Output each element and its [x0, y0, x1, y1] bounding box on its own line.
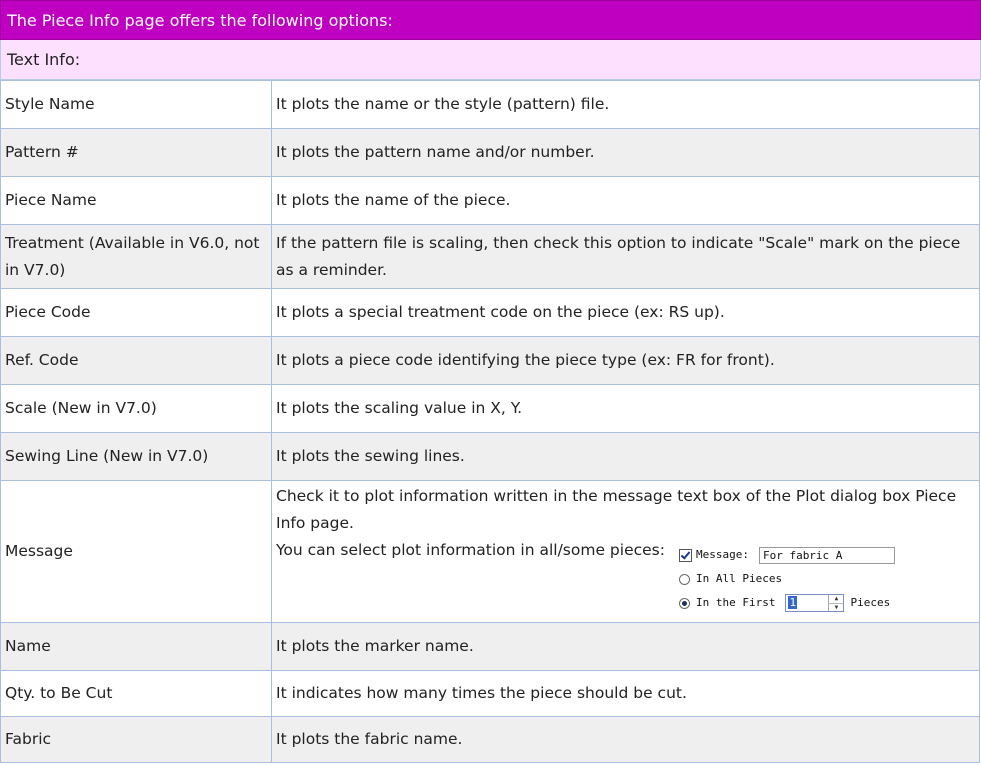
option-name: Pattern #	[1, 129, 272, 177]
all-pieces-label: In All Pieces	[695, 572, 783, 585]
option-name: Style Name	[1, 81, 272, 129]
table-row	[1, 433, 980, 481]
option-desc: It plots the marker name.	[272, 623, 980, 671]
spinner-up-icon[interactable]: ▲	[834, 595, 839, 602]
table-row	[1, 717, 980, 763]
pieces-label: Pieces	[850, 596, 891, 609]
options-table	[0, 80, 980, 763]
all-pieces-row	[679, 567, 895, 591]
option-desc: It plots the sewing lines.	[272, 433, 980, 481]
section-title: Text Info:	[7, 50, 81, 69]
option-desc: It plots the name or the style (pattern) file.	[272, 81, 980, 129]
table-row	[1, 129, 980, 177]
message-select-text: You can select plot information in all/some pieces:	[276, 541, 665, 559]
option-desc: It plots the scaling value in X, Y.	[272, 385, 980, 433]
spinner-down-icon[interactable]: ▼	[829, 603, 843, 612]
message-label: Message:	[695, 548, 749, 561]
table-row	[1, 623, 980, 671]
all-pieces-radio[interactable]	[679, 574, 690, 585]
table-row	[1, 671, 980, 717]
plot-dialog-snippet	[679, 543, 895, 615]
option-name: Treatment (Available in V6.0, not in V7.0)	[1, 225, 272, 289]
option-desc: It plots a special treatment code on the piece (ex: RS up).	[272, 289, 980, 337]
option-name: Name	[1, 623, 272, 671]
message-checkbox[interactable]	[679, 549, 692, 562]
option-desc: It plots the name of the piece.	[272, 177, 980, 225]
section-header	[0, 40, 981, 80]
option-name: Fabric	[1, 717, 272, 763]
message-textbox[interactable]: For fabric A	[759, 547, 895, 564]
option-desc: If the pattern file is scaling, then check this option to indicate "Scale" mark on the piece as a reminder.	[272, 225, 980, 289]
table-row	[1, 337, 980, 385]
option-name: Piece Code	[1, 289, 272, 337]
option-name: Piece Name	[1, 177, 272, 225]
message-select-row	[276, 537, 975, 615]
option-desc	[272, 481, 980, 623]
header-title: The Piece Info page offers the following options:	[7, 11, 393, 30]
option-desc: It plots the fabric name.	[272, 717, 980, 763]
table-row	[1, 385, 980, 433]
table-row	[1, 81, 980, 129]
option-name: Qty. to Be Cut	[1, 671, 272, 717]
pieces-spinner-value: 1	[789, 596, 797, 609]
option-desc: It plots a piece code identifying the piece type (ex: FR for front).	[272, 337, 980, 385]
first-pieces-row	[679, 591, 895, 615]
message-checkbox-row	[679, 543, 895, 567]
option-name: Message	[1, 481, 272, 623]
option-desc: It indicates how many times the piece should be cut.	[272, 671, 980, 717]
table-row	[1, 177, 980, 225]
table-row-message	[1, 481, 980, 623]
option-name: Sewing Line (New in V7.0)	[1, 433, 272, 481]
message-desc: Check it to plot information written in the message text box of the Plot dialog box Piece Info page.	[276, 487, 957, 532]
first-pieces-label: In the First	[695, 596, 776, 609]
option-name: Scale (New in V7.0)	[1, 385, 272, 433]
option-name: Ref. Code	[1, 337, 272, 385]
table-row	[1, 289, 980, 337]
page-header	[0, 0, 981, 40]
first-pieces-radio[interactable]	[679, 598, 690, 609]
option-desc: It plots the pattern name and/or number.	[272, 129, 980, 177]
pieces-spinner[interactable]	[785, 594, 844, 612]
table-row	[1, 225, 980, 289]
